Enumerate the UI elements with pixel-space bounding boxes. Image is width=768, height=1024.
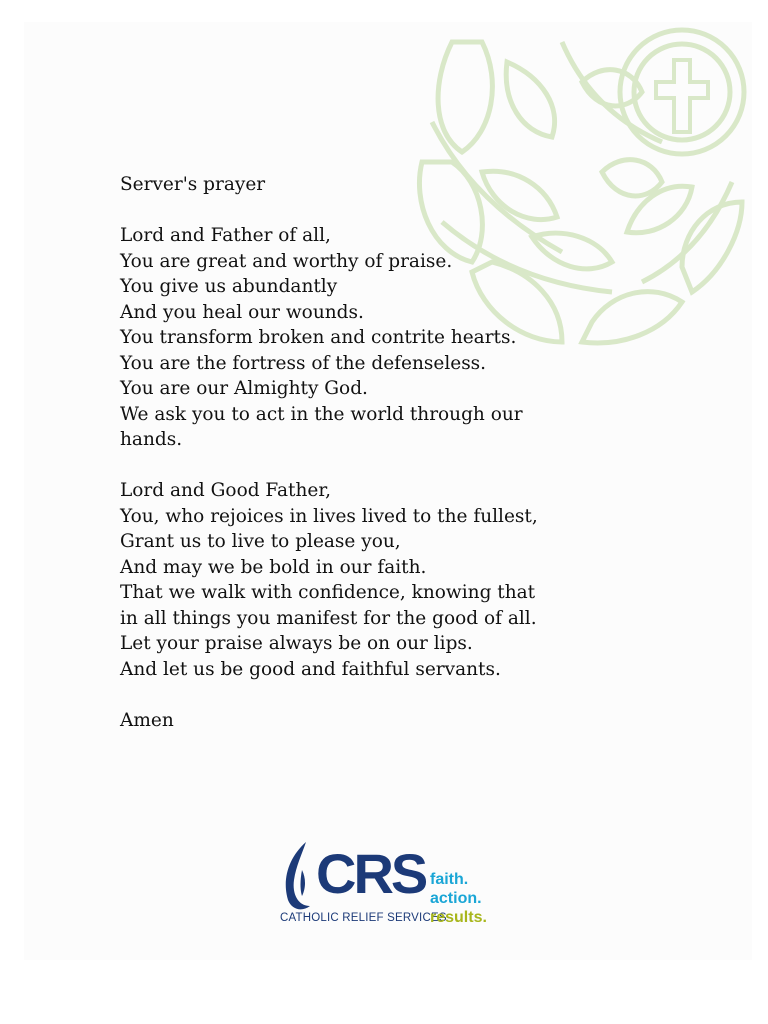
prayer-line: You, who rejoices in lives lived to the fullest, (120, 505, 538, 527)
stanza-1 (120, 223, 560, 453)
prayer-text (120, 172, 560, 733)
tagline-faith: faith. (430, 871, 469, 888)
prayer-title: Server's prayer (120, 174, 266, 195)
org-name: CATHOLIC RELIEF SERVICES (280, 912, 447, 924)
prayer-line: And let us be good and faithful servants. (120, 658, 501, 680)
prayer-line: in all things you manifest for the good of all. (120, 607, 537, 629)
prayer-line: Lord and Father of all, (120, 225, 331, 246)
flame-icon (280, 840, 320, 914)
tagline-results: results. (430, 909, 487, 926)
prayer-line: We ask you to act in the world through our (120, 403, 523, 425)
prayer-line: Lord and Good Father, (120, 480, 332, 501)
prayer-line: And you heal our wounds. (120, 301, 364, 323)
prayer-line: Grant us to live to please you, (120, 531, 401, 552)
tagline (430, 870, 487, 927)
prayer-line: You are our Almighty God. (120, 378, 368, 399)
prayer-line: You transform broken and contrite hearts. (120, 327, 517, 348)
crs-logo (280, 838, 510, 938)
prayer-line: You are the fortress of the defenseless. (120, 352, 487, 374)
prayer-line: You are great and worthy of praise. (120, 250, 453, 272)
prayer-closing: Amen (120, 709, 174, 731)
prayer-line: That we walk with confidence, knowing that (120, 582, 536, 603)
crs-acronym: CRS (316, 842, 426, 905)
prayer-line: And may we be bold in our faith. (120, 556, 427, 578)
prayer-line: You give us abundantly (120, 276, 338, 297)
prayer-line: hands. (120, 429, 183, 450)
tagline-action: action. (430, 890, 482, 907)
prayer-line: Let your praise always be on our lips. (120, 633, 473, 654)
stanza-2 (120, 478, 560, 682)
